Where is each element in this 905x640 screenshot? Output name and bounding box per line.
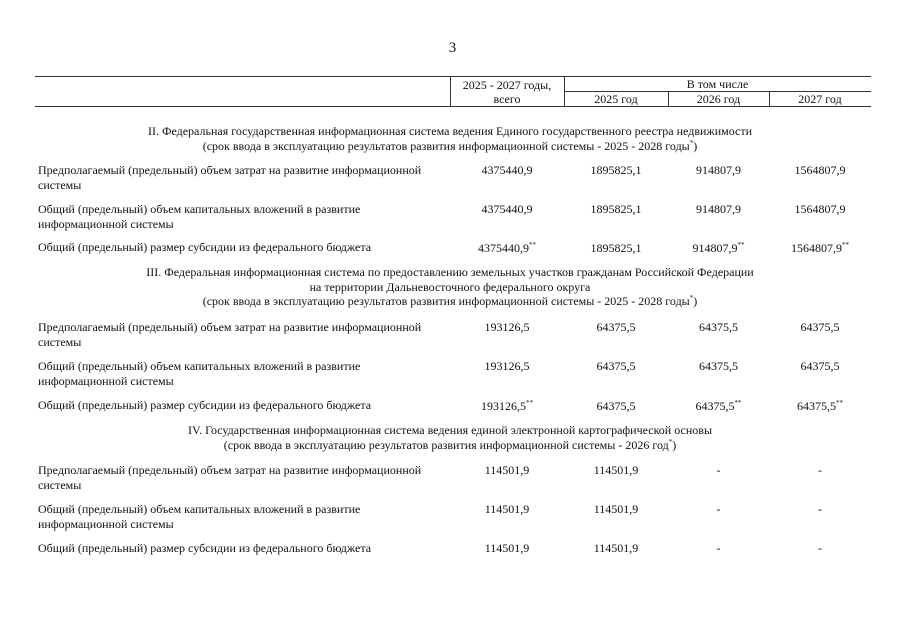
value-2026: 64375,5**	[695, 399, 742, 413]
section-title	[30, 423, 870, 452]
value-2025: 64375,5	[596, 320, 636, 334]
value-2025: 114501,9	[593, 502, 639, 516]
table-header-bottom-rule	[35, 106, 871, 107]
value-2026: 914807,9**	[692, 241, 745, 255]
section-title	[30, 124, 870, 153]
row-label: Предполагаемый (предельный) объем затрат на развитие информационной системы	[38, 320, 422, 349]
value-2026: 914807,9	[696, 202, 741, 216]
value-2025: 1895825,1	[590, 163, 642, 177]
section-title-line: (срок ввода в эксплуатацию результатов развития информационной системы - 2026 год*)	[223, 437, 677, 452]
value-2026: 64375,5	[699, 359, 738, 373]
value-2025: 114501,9	[593, 463, 639, 477]
section-title	[30, 265, 870, 309]
section-title-line: III. Федеральная информационная система по предоставлению земельных участков гражданам Российской Федерации	[146, 265, 754, 279]
value-2027: 1564807,9	[794, 202, 846, 216]
row-label: Общий (предельный) размер субсидии из федерального бюджета	[38, 541, 372, 555]
value-2025: 64375,5	[596, 399, 636, 413]
value-2025: 114501,9	[593, 541, 639, 555]
footnote-mark: *	[689, 138, 694, 147]
value-total: 193126,5	[484, 320, 530, 334]
row-label: Общий (предельный) объем капитальных вложений в развитие информационной системы	[38, 359, 361, 388]
value-total: 4375440,9	[481, 163, 533, 177]
value-total: 114501,9	[484, 541, 530, 555]
value-2027: 64375,5	[800, 359, 840, 373]
row-label: Общий (предельный) размер субсидии из федерального бюджета	[38, 240, 372, 254]
value-2026: -	[716, 502, 721, 516]
value-2027: 64375,5	[800, 320, 840, 334]
value-2025: 1895825,1	[590, 202, 642, 216]
section-title-line: II. Федеральная государственная информационная система ведения Единого государственного реестра недвижимости	[147, 124, 753, 138]
value-2025: 1895825,1	[590, 241, 642, 255]
value-total: 114501,9	[484, 463, 530, 477]
value-2025: 64375,5	[596, 359, 636, 373]
value-2027: -	[818, 502, 822, 516]
value-2026: 64375,5	[699, 320, 738, 334]
value-2027: -	[818, 463, 822, 477]
section-title-line: на территории Дальневосточного федерального округа	[309, 279, 591, 294]
value-total: 4375440,9	[481, 202, 533, 216]
value-2027: 64375,5**	[797, 399, 843, 413]
header-year-2027: 2027 год	[798, 92, 842, 106]
value-total: 4375440,9**	[478, 241, 536, 255]
header-group: В том числе	[686, 77, 749, 91]
header-year-2025: 2025 год	[594, 92, 638, 106]
row-label: Общий (предельный) объем капитальных вложений в развитие информационной системы	[38, 502, 361, 531]
section-title-line: (срок ввода в эксплуатацию результатов развития информационной системы - 2025 - 2028 годы*)	[202, 138, 698, 153]
value-2026: -	[716, 541, 721, 555]
row-label: Общий (предельный) объем капитальных вложений в развитие информационной системы	[38, 202, 361, 231]
section-title-line: (срок ввода в эксплуатацию результатов развития информационной системы - 2025 - 2028 годы*)	[202, 294, 698, 308]
footnote-mark: *	[668, 437, 673, 446]
header-total-line1: 2025 - 2027 годы,	[462, 78, 552, 92]
value-2027: 1564807,9	[794, 163, 846, 177]
header-total-line2: всего	[493, 92, 521, 106]
value-2026: 914807,9	[696, 163, 741, 177]
header-year-2026: 2026 год	[696, 92, 741, 106]
value-total: 193126,5	[484, 359, 530, 373]
footnote-mark: *	[689, 294, 694, 302]
row-label: Предполагаемый (предельный) объем затрат на развитие информационной системы	[38, 163, 422, 192]
section-title-line: IV. Государственная информационная система ведения единой электронной картографической основы	[187, 423, 713, 437]
value-2027: -	[818, 541, 822, 555]
row-label: Предполагаемый (предельный) объем затрат на развитие информационной системы	[38, 463, 422, 492]
value-total: 193126,5**	[481, 399, 533, 413]
value-2027: 1564807,9**	[791, 241, 849, 255]
row-label: Общий (предельный) размер субсидии из федерального бюджета	[38, 398, 372, 412]
page-number: 3	[448, 40, 457, 56]
value-2026: -	[716, 463, 721, 477]
value-total: 114501,9	[484, 502, 530, 516]
